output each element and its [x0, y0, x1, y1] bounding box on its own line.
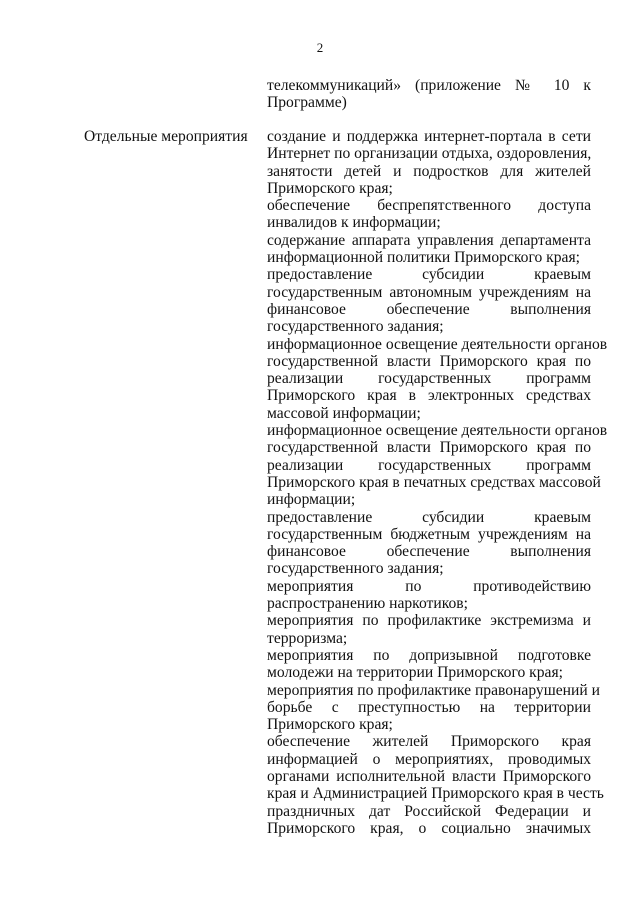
text-line: реализации государственных программ — [267, 370, 591, 388]
text-line: предоставление субсидии краевым — [267, 266, 591, 284]
measure-item — [267, 733, 604, 837]
text-line: предоставление субсидии краевым — [267, 508, 591, 526]
text-line: финансовое обеспечение выполнения — [267, 543, 591, 561]
section-label: Отдельные мероприятия — [84, 128, 248, 145]
page-number: 2 — [316, 40, 324, 55]
text-line: Приморского края, о социально значимых — [267, 819, 591, 837]
text-line: информацией о мероприятиях, проводимых — [267, 750, 591, 768]
text-line: информационное освещение деятельности органов — [267, 422, 608, 440]
text-line: обеспечение жителей Приморского края — [267, 733, 591, 751]
measure-item — [267, 422, 608, 509]
measure-item — [267, 578, 591, 613]
text-line: Интернет по организации отдыха, оздоровления, — [267, 145, 592, 163]
measure-item — [267, 232, 591, 267]
measure-item — [267, 681, 600, 734]
text-line: реализации государственных программ — [267, 456, 591, 474]
text-line: содержание аппарата управления департамента — [267, 231, 591, 249]
text-line: мероприятия по допризывной подготовке — [267, 646, 591, 664]
text-line: молодежи на территории Приморского края; — [267, 664, 563, 682]
measure-item — [267, 197, 591, 232]
text-line: распространению наркотиков; — [267, 595, 468, 613]
text-line: государственного задания; — [267, 560, 444, 578]
text-line: мероприятия по противодействию — [267, 577, 591, 595]
text-line: органами исполнительной власти Приморского — [267, 767, 591, 785]
text-line: государственного задания; — [267, 318, 444, 336]
intro-line: Программе) — [267, 94, 347, 112]
text-line: праздничных дат Российской Федерации и — [267, 802, 591, 820]
text-line: Приморского края в электронных средствах — [267, 387, 591, 405]
text-line: информации; — [267, 491, 356, 509]
text-line: создание и поддержка интернет-портала в сети — [267, 128, 591, 145]
text-line: государственным автономным учреждениям на — [267, 283, 591, 301]
text-line: мероприятия по профилактике правонарушений и — [267, 681, 600, 699]
measure-item — [267, 128, 591, 197]
text-line: мероприятия по профилактике экстремизма и — [267, 612, 591, 630]
intro-text — [267, 77, 591, 112]
text-line: борьбе с преступностью на территории — [267, 698, 591, 716]
intro-line: телекоммуникаций» (приложение № 10 к — [267, 77, 591, 94]
text-line: инвалидов к информации; — [267, 214, 441, 232]
measure-item — [267, 335, 608, 422]
measure-item — [267, 266, 591, 335]
text-line: финансовое обеспечение выполнения — [267, 300, 591, 318]
measures-list — [267, 128, 608, 837]
text-line: государственной власти Приморского края по — [267, 352, 591, 370]
measure-item — [267, 509, 591, 578]
text-line: информационное освещение деятельности органов — [267, 335, 608, 353]
text-line: края и Администрацией Приморского края в честь — [267, 785, 604, 803]
text-line: обеспечение беспрепятственного доступа — [267, 197, 591, 215]
text-line: Приморского края; — [267, 716, 393, 734]
text-line: терроризма; — [267, 629, 348, 647]
text-line: Приморского края в печатных средствах массовой — [267, 473, 601, 491]
measure-item — [267, 647, 591, 682]
text-line: Приморского края; — [267, 179, 393, 197]
text-line: государственной власти Приморского края по — [267, 439, 591, 457]
measure-item — [267, 612, 591, 647]
text-line: информационной политики Приморского края; — [267, 249, 580, 267]
text-line: занятости детей и подростков для жителей — [267, 162, 591, 180]
text-line: государственным бюджетным учреждениям на — [267, 525, 591, 543]
text-line: массовой информации; — [267, 404, 421, 422]
